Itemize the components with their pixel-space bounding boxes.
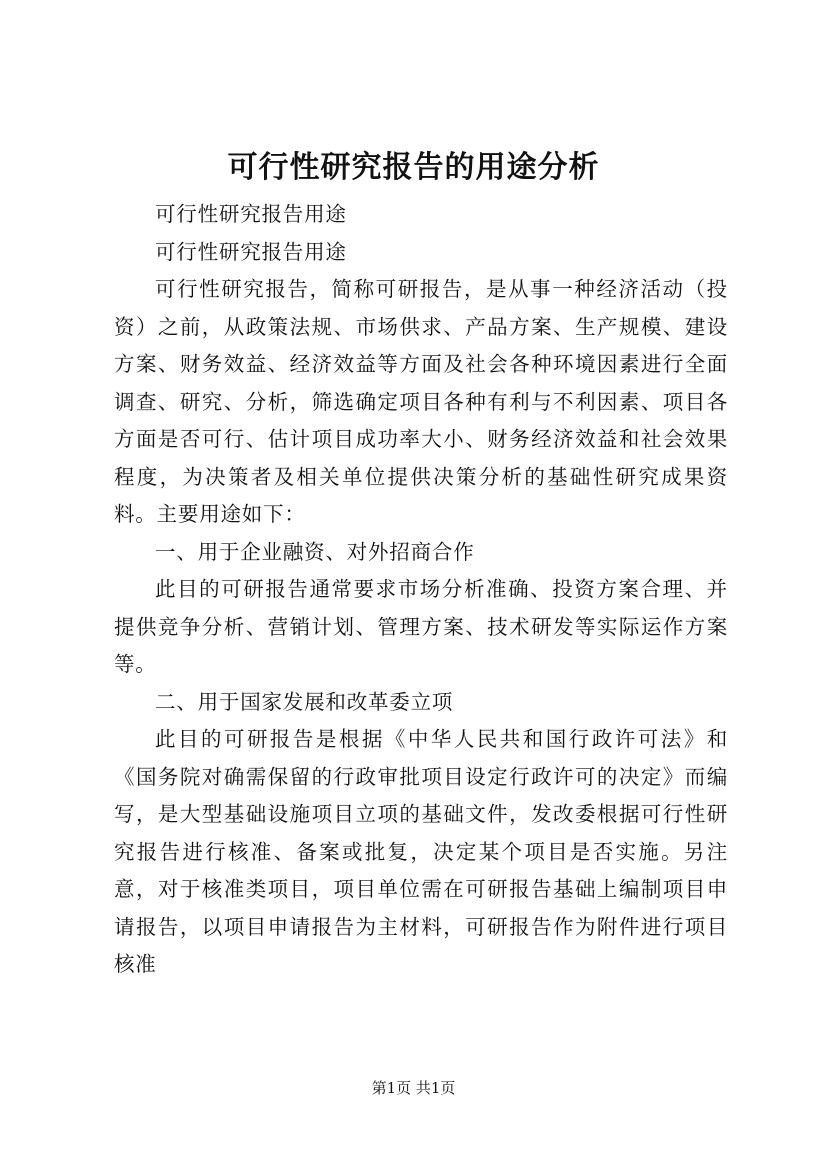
paragraph-heading-1: 可行性研究报告用途 [155, 202, 347, 226]
section-heading-1: 一、用于企业融资、对外招商合作 [155, 539, 475, 564]
document-body [114, 196, 728, 984]
section-heading-2: 二、用于国家发展和改革委立项 [155, 689, 454, 714]
page-footer: 第1页 共1页 [371, 1079, 456, 1097]
document-title: 可行性研究报告的用途分析 [227, 150, 600, 185]
paragraph-heading-2: 可行性研究报告用途 [155, 239, 347, 264]
paragraph-section-2: 此目的可研报告是根据《中华人民共和国行政许可法》和《国务院对确需保留的行政审批项目设定行政许可的决定》而编写，是大型基础设施项目立项的基础文件，发改委根据可行性研究报告进行核准、备案或批复，决定某个项目是否实施。另注意，对于核准类项目，项目单位需在可研报告基础上编制项目申请报告，以项目申请报告为主材料，可研报告作为附件进行项目核准 [114, 727, 728, 976]
paragraph-section-1: 此目的可研报告通常要求市场分析准确、投资方案合理、并提供竞争分析、营销计划、管理方案、技术研发等实际运作方案等。 [114, 577, 728, 676]
paragraph-intro: 可行性研究报告，简称可研报告，是从事一种经济活动（投资）之前，从政策法规、市场供求、产品方案、生产规模、建设方案、财务效益、经济效益等方面及社会各种环境因素进行全面调查、研究、分析，筛选确定项目各种有利与不利因素、项目各方面是否可行、估计项目成功率大小、财务经济效益和社会效果程度，为决策者及相关单位提供决策分析的基础性研究成果资料。主要用途如下： [114, 277, 728, 526]
